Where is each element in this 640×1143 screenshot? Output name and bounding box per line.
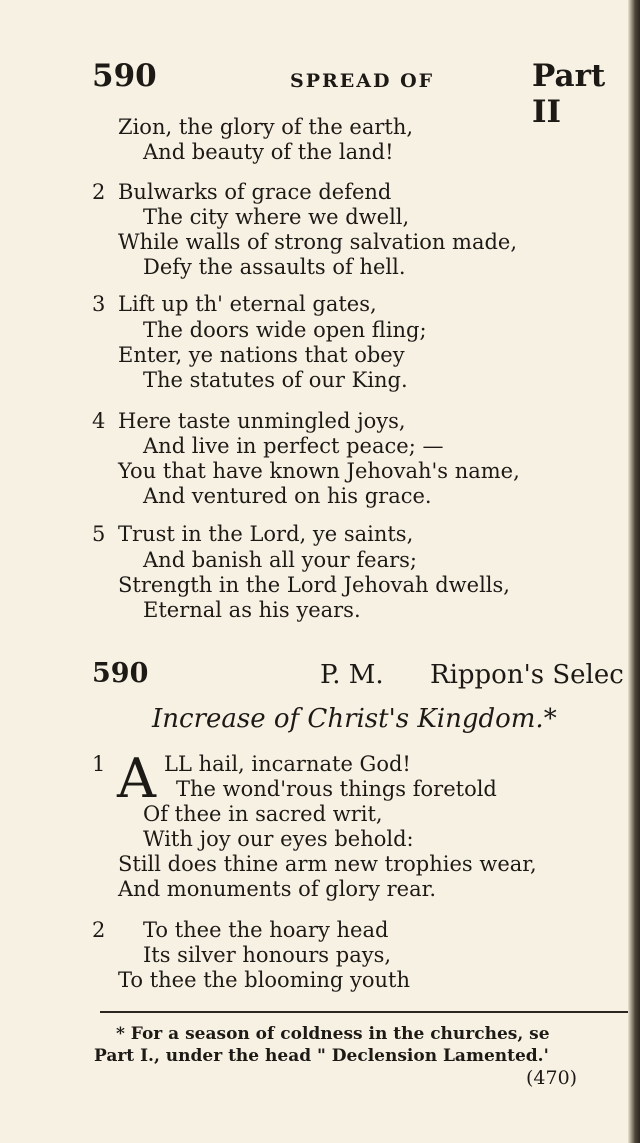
verse-line: Here taste unmingled joys, <box>118 409 406 433</box>
verse-line: Trust in the Lord, ye saints, <box>118 522 414 546</box>
verse-line: And ventured on his grace. <box>143 484 432 508</box>
verse-line: Of thee in sacred writ, <box>143 802 383 826</box>
verse-line: The city where we dwell, <box>143 205 410 229</box>
drop-cap: A <box>117 747 156 810</box>
hymn-meter: P. M. <box>320 660 384 690</box>
page-number: 590 <box>92 58 157 94</box>
hymn-source: Rippon's Selec <box>430 660 624 690</box>
footer-page-number: (470) <box>526 1067 578 1089</box>
verse-line: The statutes of our King. <box>143 368 408 392</box>
verse-line: To thee the blooming youth <box>118 968 410 992</box>
verse-line: Strength in the Lord Jehovah dwells, <box>118 573 510 597</box>
verse-line: Lift up th' eternal gates, <box>118 292 377 316</box>
stanza-number: 2 <box>92 918 106 942</box>
verse-line: And banish all your fears; <box>143 548 417 572</box>
verse-line: And monuments of glory rear. <box>118 877 437 901</box>
stanza-number: 4 <box>92 409 106 433</box>
verse-line: To thee the hoary head <box>143 918 389 942</box>
page-edge <box>628 0 640 1143</box>
footnote-line: Part I., under the head " Declension Lamented.' <box>94 1046 549 1066</box>
running-title: SPREAD OF <box>290 70 435 92</box>
verse-line: Eternal as his years. <box>143 598 361 622</box>
verse-line: And live in perfect peace; — <box>143 434 444 458</box>
verse-line: You that have known Jehovah's name, <box>118 459 520 483</box>
verse-line: With joy our eyes behold: <box>143 827 414 851</box>
stanza-number: 1 <box>92 752 106 776</box>
verse-line: The doors wide open fling; <box>143 318 427 342</box>
verse-line: Its silver honours pays, <box>143 943 392 967</box>
part-label: Part II <box>532 58 606 130</box>
verse-line: Still does thine arm new trophies wear, <box>118 852 537 876</box>
verse-line: Zion, the glory of the earth, <box>118 115 414 139</box>
hymn-subtitle: Increase of Christ's Kingdom.* <box>152 704 557 734</box>
hymn-number: 590 <box>92 658 149 689</box>
verse-line: Defy the assaults of hell. <box>143 255 406 279</box>
verse-line: Bulwarks of grace defend <box>118 180 392 204</box>
verse-line: The wond'rous things foretold <box>176 777 497 801</box>
footnote-rule <box>100 1011 628 1013</box>
stanza-number: 2 <box>92 180 106 204</box>
verse-line: Enter, ye nations that obey <box>118 343 405 367</box>
verse-line: LL hail, incarnate God! <box>164 752 411 776</box>
verse-line: While walls of strong salvation made, <box>118 230 518 254</box>
stanza-number: 5 <box>92 522 106 546</box>
stanza-number: 3 <box>92 292 106 316</box>
verse-line: And beauty of the land! <box>143 140 394 164</box>
footnote-line: * For a season of coldness in the churches, se <box>116 1024 550 1044</box>
